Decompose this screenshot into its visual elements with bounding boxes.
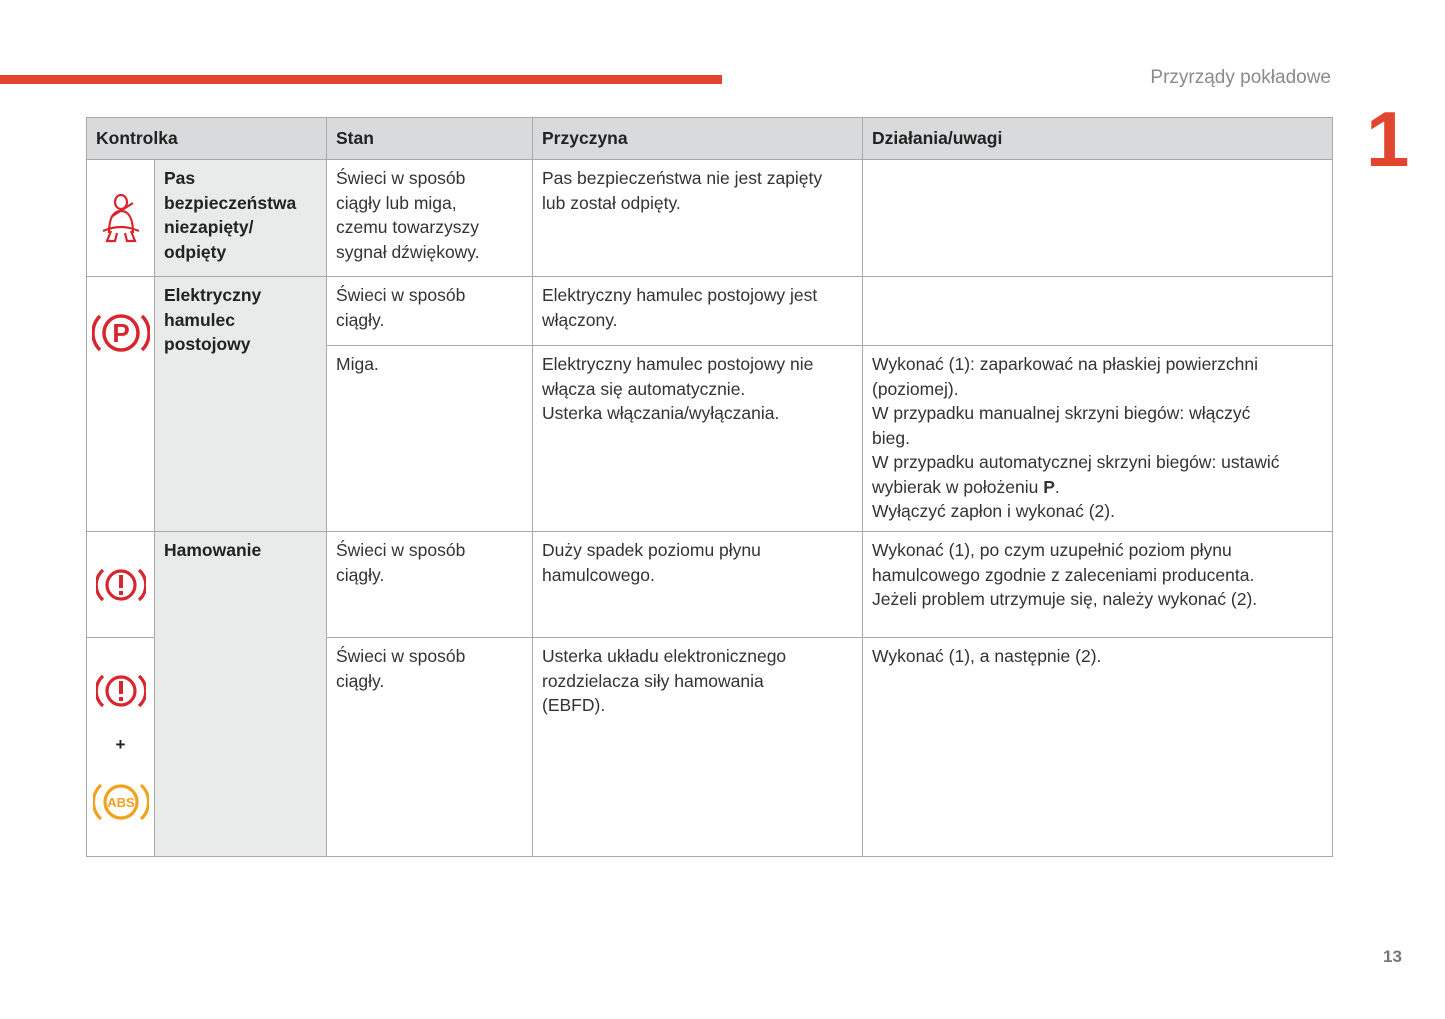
dzialania-text: Wykonać (1): zaparkować na płaskiej powierzchni (poziomej). W przypadku manualnej skrzyni biegów: włączyć bieg. W przypadku automatycznej skrzyni biegów: ustawić wybierak w położeniu	[872, 354, 1280, 497]
dzialania-cell	[863, 346, 1333, 532]
warning-lights-table	[86, 117, 1333, 857]
header-stan: Stan	[327, 118, 533, 160]
table-header-row	[87, 118, 1333, 160]
dzialania-cell: Wykonać (1), po czym uzupełnić poziom płynu hamulcowego zgodnie z zaleceniami producenta. Jeżeli problem utrzymuje się, należy wykonać (2).	[863, 532, 1333, 638]
table-row	[87, 532, 1333, 638]
seatbelt-icon	[99, 193, 143, 243]
przyczyna-cell: Pas bezpieczeństwa nie jest zapięty lub został odpięty.	[533, 160, 863, 277]
table-row	[87, 277, 1333, 346]
dzialania-cell	[863, 160, 1333, 277]
przyczyna-cell: Duży spadek poziomu płynu hamulcowego.	[533, 532, 863, 638]
header-przyczyna: Przyczyna	[533, 118, 863, 160]
section-title: Przyrządy pokładowe	[1150, 67, 1331, 88]
stan-cell: Świeci w sposób ciągły lub miga, czemu towarzyszy sygnał dźwiękowy.	[327, 160, 533, 277]
dzialania-cell: Wykonać (1), a następnie (2).	[863, 638, 1333, 857]
stan-cell: Świeci w sposób ciągły.	[327, 277, 533, 346]
przyczyna-cell: Usterka układu elektronicznego rozdzielacza siły hamowania (EBFD).	[533, 638, 863, 857]
warning-name: Pas bezpieczeństwa niezapięty/ odpięty	[155, 160, 327, 277]
header-kontrolka: Kontrolka	[87, 118, 327, 160]
brake-warning-icon	[96, 671, 146, 711]
table-row	[87, 160, 1333, 277]
parking-brake-icon	[92, 310, 150, 356]
chapter-number: 1	[1366, 95, 1410, 183]
icon-cell	[87, 532, 155, 638]
przyczyna-cell: Elektryczny hamulec postojowy nie włącza się automatycznie. Usterka włączania/wyłączania.	[533, 346, 863, 532]
abs-label: ABS	[106, 794, 135, 810]
warning-name: Hamowanie	[155, 532, 327, 857]
dzialania-text: . Wyłączyć zapłon i wykonać (2).	[872, 476, 1115, 521]
stan-cell: Miga.	[327, 346, 533, 532]
icon-cell	[87, 160, 155, 277]
svg-text:P: P	[111, 317, 130, 348]
warning-name: Elektryczny hamulec postojowy	[155, 277, 327, 532]
brake-warning-icon	[96, 565, 146, 605]
icon-cell	[87, 638, 155, 857]
icon-cell	[87, 277, 155, 532]
stan-cell: Świeci w sposób ciągły.	[327, 638, 533, 857]
dzialania-cell	[863, 277, 1333, 346]
accent-bar	[0, 75, 722, 84]
header-dzialania: Działania/uwagi	[863, 118, 1333, 160]
page-number: 13	[1383, 947, 1402, 966]
gear-position-p: P	[1043, 476, 1055, 497]
abs-icon	[93, 780, 149, 824]
przyczyna-cell: Elektryczny hamulec postojowy jest włączony.	[533, 277, 863, 346]
plus-sign: +	[115, 735, 126, 754]
stan-cell: Świeci w sposób ciągły.	[327, 532, 533, 638]
